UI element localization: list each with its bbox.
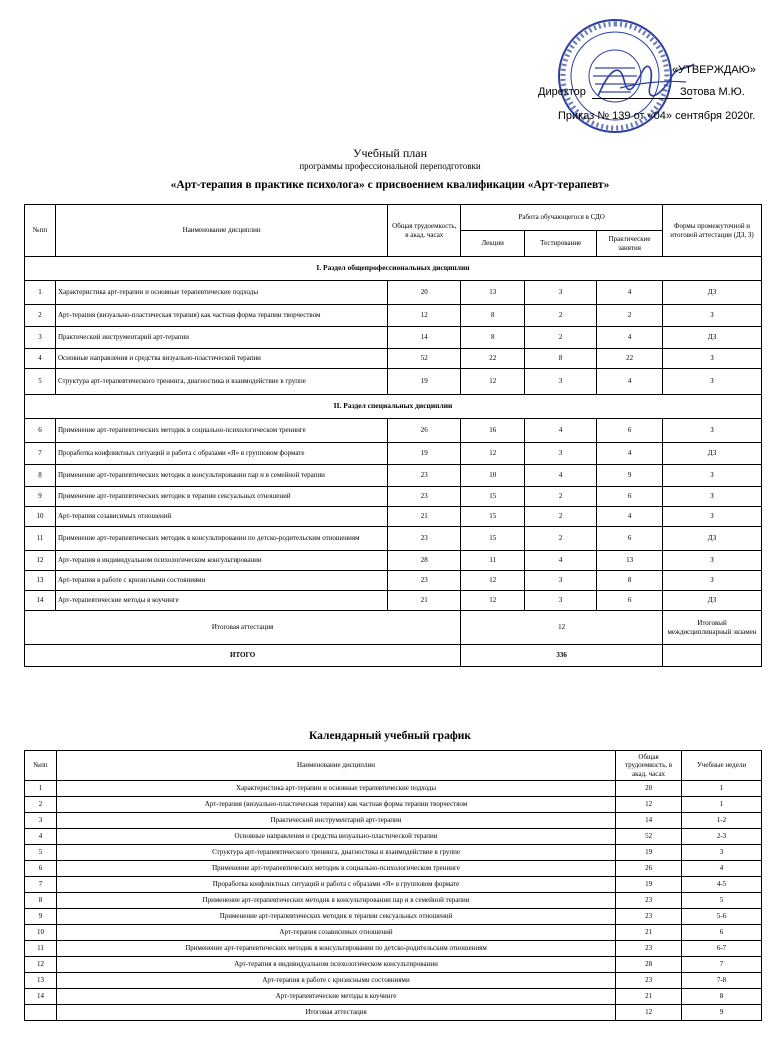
practice-hours: 2 [597,305,663,327]
practice-hours: 8 [597,571,663,591]
lecture-hours: 8 [461,305,525,327]
table-row [25,349,762,369]
table-row [25,527,762,551]
assessment-form: ДЗ [663,527,762,551]
table-row [25,957,762,973]
total-hours: 28 [388,551,461,571]
row-number: 11 [25,941,57,957]
row-number: 10 [25,925,57,941]
lecture-hours: 16 [461,419,525,443]
assessment-form: З [663,507,762,527]
discipline-name: Применение арт-терапевтических методик в социально-психологическом тренинге [55,419,387,443]
discipline-name: Применение арт-терапевтических методик в консультировании пар и в семейной терапии [56,893,615,909]
table-row [25,551,762,571]
total-hours: 52 [388,349,461,369]
row-number [25,1005,57,1021]
lecture-hours: 15 [461,487,525,507]
row-number: 5 [25,845,57,861]
section-special-title: II. Раздел специальных дисциплин [25,395,762,419]
final-assessment-row [25,1005,762,1021]
discipline-name: Арт-терапевтические методы в коучинге [55,591,387,611]
discipline-name: Практический инструментарий арт-терапии [56,813,615,829]
practice-hours: 22 [597,349,663,369]
calendar-title: Календарный учебный график [308,730,472,742]
discipline-name: Арт-терапия созависимых отношений [55,507,387,527]
total-hours: 23 [616,973,682,989]
table-row [25,327,762,349]
total-hours: 26 [388,419,461,443]
row-number: 13 [25,973,57,989]
assessment-form: З [663,551,762,571]
cal-header-name: Наименование дисциплин [56,751,615,781]
testing-hours: 3 [525,369,597,395]
practice-hours: 6 [597,591,663,611]
discipline-name: Применение арт-терапевтических методик в консультировании по детско-родительским отношениям [55,527,387,551]
discipline-name: Применение арт-терапевтических методик в социально-психологическом тренинге [56,861,615,877]
study-weeks: 5 [682,893,762,909]
lecture-hours: 11 [461,551,525,571]
testing-hours: 3 [525,281,597,305]
assessment-form: ДЗ [663,281,762,305]
discipline-name: Проработка конфликтных ситуаций и работа с образами «Я» в групповом формате [55,443,387,465]
total-hours: 23 [388,527,461,551]
discipline-name: Арт-терапия в работе с кризисными состояниями [55,571,387,591]
lecture-hours: 12 [461,443,525,465]
study-weeks: 1 [682,781,762,797]
row-number: 14 [25,591,56,611]
assessment-form: З [663,465,762,487]
testing-hours: 3 [525,591,597,611]
final-assessment-label: Итоговая аттестация [25,611,461,645]
total-label: ИТОГО [25,645,461,667]
total-hours: 23 [388,465,461,487]
row-number: 3 [25,813,57,829]
document-subtitle: программы профессиональной переподготовки [299,161,481,171]
assessment-form: ДЗ [663,327,762,349]
row-number: 7 [25,443,56,465]
discipline-name: Применение арт-терапевтических методик в консультировании пар и в семейной терапии [55,465,387,487]
final-assessment-hours: 12 [461,611,663,645]
testing-hours: 3 [525,571,597,591]
total-hours: 12 [616,797,682,813]
row-number: 3 [25,327,56,349]
table-row [25,861,762,877]
testing-hours: 3 [525,443,597,465]
assessment-form: З [663,419,762,443]
row-number: 10 [25,507,56,527]
row-number: 12 [25,957,57,973]
discipline-name: Арт-терапевтические методы в коучинге [56,989,615,1005]
practice-hours: 4 [597,281,663,305]
study-weeks: 6 [682,925,762,941]
discipline-name: Характеристика арт-терапии и основные терапевтические подходы [56,781,615,797]
testing-hours: 8 [525,349,597,369]
testing-hours: 4 [525,551,597,571]
practice-hours: 13 [597,551,663,571]
approval-title: «УТВЕРЖДАЮ» [672,64,756,76]
plan-header-testing: Тестирование [525,231,597,257]
plan-header-hours: Общая трудоемкость, в акад. часах [388,205,461,257]
testing-hours: 2 [525,305,597,327]
table-row [25,909,762,925]
total-hours: 23 [616,893,682,909]
study-weeks: 6-7 [682,941,762,957]
discipline-name: Арт-терапия (визуально-пластическая терапия) как частная форма терапии творчеством [55,305,387,327]
lecture-hours: 13 [461,281,525,305]
section-row [25,395,762,419]
assessment-form: ДЗ [663,443,762,465]
assessment-form: З [663,487,762,507]
total-hours: 19 [616,877,682,893]
row-number: 1 [25,281,56,305]
program-title: «Арт-терапия в практике психолога» с присвоением квалификации «Арт-терапевт» [170,179,610,191]
testing-hours: 4 [525,465,597,487]
discipline-name: Арт-терапия созависимых отношений [56,925,615,941]
total-hours: 19 [388,369,461,395]
cal-header-weeks: Учебные недели [682,751,762,781]
study-weeks: 7 [682,957,762,973]
row-number: 9 [25,487,56,507]
curriculum-table [24,204,762,667]
row-number: 6 [25,861,57,877]
lecture-hours: 8 [461,327,525,349]
discipline-name: Арт-терапия в индивидуальном психологическом консультировании [56,957,615,973]
table-row [25,941,762,957]
study-weeks: 4-5 [682,877,762,893]
director-label: Директор [538,86,586,98]
assessment-form: З [663,571,762,591]
total-hours: 23 [616,941,682,957]
table-row [25,419,762,443]
discipline-name: Основные направления и средства визуально-пластической терапии [56,829,615,845]
discipline-name: Структура арт-терапевтического тренинга, диагностика и взаимодействие в группе [56,845,615,861]
practice-hours: 9 [597,465,663,487]
total-hours: 20 [388,281,461,305]
total-hours: 14 [388,327,461,349]
total-row [25,645,762,667]
table-row [25,571,762,591]
discipline-name: Применение арт-терапевтических методик в консультировании по детско-родительским отношениям [56,941,615,957]
row-number: 4 [25,829,57,845]
order-reference: Приказ № 139 от «04» сентября 2020г. [558,110,756,122]
discipline-name: Арт-терапия (визуально-пластическая терапия) как частная форма терапии творчеством [56,797,615,813]
table-row [25,281,762,305]
approval-block [520,60,765,130]
row-number: 12 [25,551,56,571]
study-weeks: 2-3 [682,829,762,845]
table-row [25,305,762,327]
testing-hours: 2 [525,507,597,527]
discipline-name: Основные направления и средства визуально-пластической терапии [55,349,387,369]
total-hours: 28 [616,957,682,973]
table-row [25,443,762,465]
plan-header-name: Наименование дисциплин [55,205,387,257]
plan-header-forms: Формы промежуточной и итоговой аттестации (ДЗ, З) [663,205,762,257]
practice-hours: 6 [597,487,663,507]
study-weeks: 5-6 [682,909,762,925]
discipline-name: Применение арт-терапевтических методик в терапии сексуальных отношений [55,487,387,507]
lecture-hours: 15 [461,507,525,527]
table-row [25,369,762,395]
row-number: 8 [25,465,56,487]
lecture-hours: 10 [461,465,525,487]
document-title: Учебный план [352,146,428,160]
discipline-name: Практический инструментарий арт-терапии [55,327,387,349]
discipline-name: Арт-терапия в индивидуальном психологическом консультировании [55,551,387,571]
table-row [25,893,762,909]
cal-header-hours: Общая трудоемкость, в акад. часах [616,751,682,781]
row-number: 4 [25,349,56,369]
row-number: 2 [25,305,56,327]
table-row [25,829,762,845]
plan-header-lectures: Лекции [461,231,525,257]
table-row [25,989,762,1005]
table-row [25,797,762,813]
discipline-name: Структура арт-терапевтического тренинга, диагностика и взаимодействие в группе [55,369,387,395]
table-row [25,813,762,829]
table-row [25,591,762,611]
total-empty [663,645,762,667]
testing-hours: 2 [525,487,597,507]
assessment-form: ДЗ [663,591,762,611]
row-number: 2 [25,797,57,813]
total-hours: 23 [388,487,461,507]
signature-line [592,98,692,99]
lecture-hours: 15 [461,527,525,551]
practice-hours: 4 [597,507,663,527]
study-weeks: 1 [682,797,762,813]
total-hours-sum: 336 [461,645,663,667]
total-hours: 19 [388,443,461,465]
row-number: 8 [25,893,57,909]
plan-header-practice: Практические занятия [597,231,663,257]
lecture-hours: 12 [461,571,525,591]
table-row [25,781,762,797]
study-weeks: 4 [682,861,762,877]
lecture-hours: 22 [461,349,525,369]
table-row [25,465,762,487]
plan-header-num: №пп [25,205,56,257]
total-hours: 20 [616,781,682,797]
table-row [25,507,762,527]
final-assessment-form: Итоговый междисциплинарный экзамен [663,611,762,645]
table-row [25,487,762,507]
lecture-hours: 12 [461,369,525,395]
assessment-form: З [663,349,762,369]
row-number: 13 [25,571,56,591]
final-assessment-row [25,611,762,645]
section-general-title: I. Раздел общепрофессиональных дисциплин [25,257,762,281]
row-number: 9 [25,909,57,925]
study-weeks: 8 [682,989,762,1005]
row-number: 1 [25,781,57,797]
assessment-form: З [663,305,762,327]
row-number: 7 [25,877,57,893]
total-hours: 14 [616,813,682,829]
study-weeks: 1-2 [682,813,762,829]
practice-hours: 4 [597,327,663,349]
study-weeks: 3 [682,845,762,861]
total-hours: 21 [388,591,461,611]
table-row [25,973,762,989]
discipline-name: Проработка конфликтных ситуаций и работа с образами «Я» в групповом формате [56,877,615,893]
cal-header-num: №пп [25,751,57,781]
row-number: 5 [25,369,56,395]
final-assessment-label: Итоговая аттестация [56,1005,615,1021]
discipline-name: Применение арт-терапевтических методик в терапии сексуальных отношений [56,909,615,925]
testing-hours: 2 [525,527,597,551]
testing-hours: 2 [525,327,597,349]
practice-hours: 4 [597,369,663,395]
row-number: 11 [25,527,56,551]
discipline-name: Характеристика арт-терапии и основные терапевтические подходы [55,281,387,305]
practice-hours: 4 [597,443,663,465]
plan-header-work: Работа обучающегося в СДО [461,205,663,231]
row-number: 6 [25,419,56,443]
total-hours: 23 [616,909,682,925]
total-hours: 21 [388,507,461,527]
section-row [25,257,762,281]
total-hours: 12 [388,305,461,327]
calendar-table [24,750,762,1021]
discipline-name: Арт-терапия в работе с кризисными состояниями [56,973,615,989]
row-number: 14 [25,989,57,1005]
practice-hours: 6 [597,527,663,551]
table-row [25,925,762,941]
final-assessment-weeks: 9 [682,1005,762,1021]
study-weeks: 7-8 [682,973,762,989]
assessment-form: З [663,369,762,395]
total-hours: 21 [616,925,682,941]
practice-hours: 6 [597,419,663,443]
total-hours: 19 [616,845,682,861]
table-row [25,845,762,861]
total-hours: 21 [616,989,682,1005]
testing-hours: 4 [525,419,597,443]
total-hours: 23 [388,571,461,591]
total-hours: 52 [616,829,682,845]
table-row [25,877,762,893]
total-hours: 26 [616,861,682,877]
lecture-hours: 12 [461,591,525,611]
final-assessment-hours: 12 [616,1005,682,1021]
director-name: Зотова М.Ю. [680,86,745,98]
